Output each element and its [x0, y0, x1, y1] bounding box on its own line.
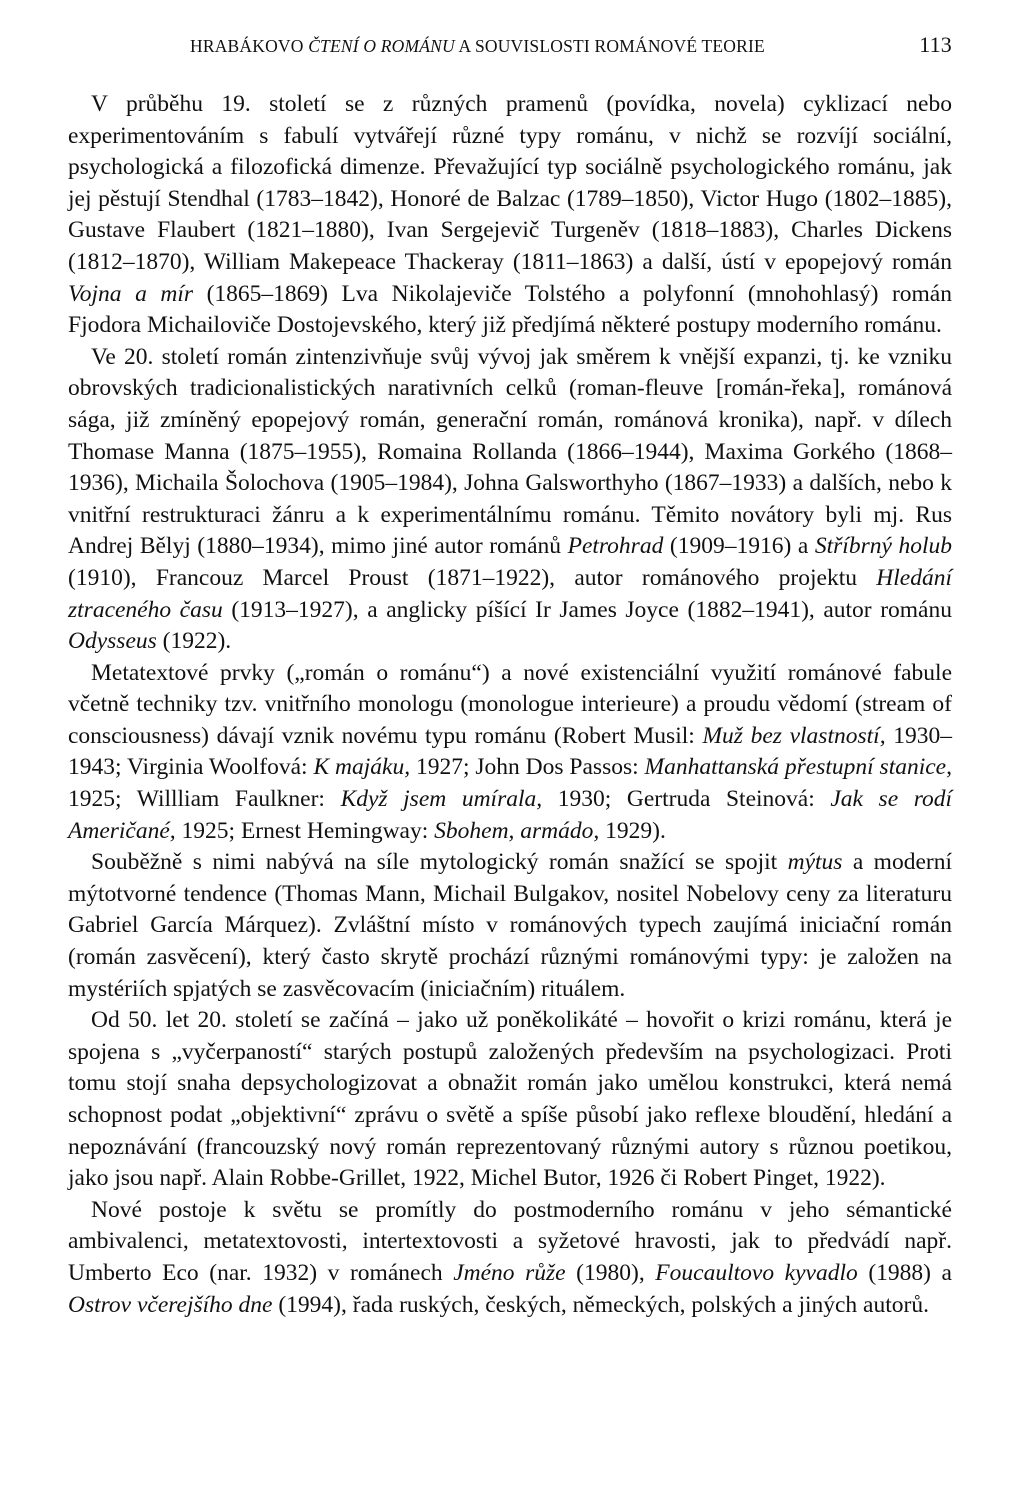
text-run: (1910), Francouz Marcel Proust (1871–1922), autor románového projektu — [68, 564, 877, 591]
text-run: Souběžně s nimi nabývá na síle mytologický román snažící se spojit — [91, 849, 788, 876]
text-run: 1925; Willliam Faulkner: — [68, 786, 341, 813]
text-run: 1927; John Dos Passos: — [410, 754, 645, 781]
italic-title-run: mýtus — [787, 849, 843, 876]
italic-title-run: Stříbrný holub — [814, 533, 953, 560]
text-run: 1930–1943; Virginia Woolfová: — [68, 722, 953, 781]
running-title — [68, 36, 765, 57]
text-run: a moderní mýtotvorné tendence (Thomas Mann, Michail Bulgakov, nositel Nobelovy ceny za literaturu Gabriel García Márquez). Zvláštní místo v románových typech zaujímá iniciační román (román zasvěcení), který často skrytě prochází různými románovými typy: je založen na mystériích spjatých se zasvěcovacím (iniciačním) rituálem. — [68, 849, 952, 1002]
paragraph — [68, 342, 952, 658]
italic-title-run: Petrohrad — [567, 533, 664, 560]
italic-title-run: K majáku, — [313, 754, 411, 781]
italic-title-run: Hledání ztraceného času — [68, 564, 952, 623]
text-run: (1988) a — [857, 1259, 952, 1286]
paragraph — [68, 1005, 952, 1195]
italic-title-run: Manhattanská přestupní stanice, — [644, 754, 952, 781]
text-run: (1994), řada ruských, českých, německých, polských a jiných autorů. — [272, 1291, 929, 1318]
text-run: Ve 20. století román zintenzivňuje svůj vývoj jak směrem k vnější expanzi, tj. ke vzniku obrovských tradicionalistických narativních celků (roman-fleuve [román-řeka], románová sága, již zmíněný epopejový román, generační román, románová kronika), např. v dílech Thomase Manna (1875–1955), Romaina Rollanda (1866–1944), Maxima Gorkého (1868–1936), Michaila Šolochova (1905–1984), Johna Galsworthyho (1867–1933) a dalších, nebo k vnitřní restrukturaci žánru a k experimentálnímu románu. Těmito novátory byli mj. Rus Andrej Bělyj (1880–1934), mimo jiné autor románů — [68, 343, 952, 560]
text-run: 1929). — [599, 817, 666, 844]
italic-title-run: Vojna a mír — [68, 280, 194, 307]
book-page — [68, 32, 952, 1321]
text-run: (1865–1869) Lva Nikolajeviče Tolstého a polyfonní (mnohohlasý) román Fjodora Michailoviče Dostojevského, který již předjímá některé postupy moderního románu. — [68, 280, 952, 339]
text-run: 1925; Ernest Hemingway: — [175, 817, 435, 844]
paragraph — [68, 89, 952, 342]
body-text — [68, 89, 952, 1321]
italic-title-run: Když jsem umírala, — [340, 786, 543, 813]
text-run: Od 50. let 20. století se začíná – jako už poněkolikáté – hovořit o krizi románu, která je spojena s „vyčerpaností“ starých postupů založených především na psychologizaci. Proti tomu stojí snaha depsychologizovat a obnažit román jako umělou konstrukci, která nemá schopnost podat „objektivní“ zprávu o světě a spíše působí jako reflexe bloudění, hledání a nepoznávání (francouzský nový román reprezentovaný různými autory s různou poetikou, jako jsou např. Alain Robbe-Grillet, 1922, Michel Butor, 1926 či Robert Pinget, 1922). — [68, 1007, 952, 1192]
italic-title-run: Sbohem, armádo, — [434, 817, 600, 844]
italic-title-run: Jak se rodí Američané, — [68, 786, 953, 844]
italic-title-run: Jméno růže — [453, 1259, 566, 1286]
paragraph — [68, 658, 952, 848]
running-title-suffix: A SOUVISLOSTI ROMÁNOVÉ TEORIE — [454, 36, 765, 56]
page-number: 113 — [919, 32, 952, 57]
text-run: V průběhu 19. století se z různých pramenů (povídka, novela) cyklizací nebo experimentováním s fabulí vytvářejí různé typy románu, v nichž se rozvíjí sociální, psychologická a filozofická dimenze. Převažující typ sociálně psychologického románu, jak jej pěstují Stendhal (1783–1842), Honoré de Balzac (1789–1850), Victor Hugo (1802–1885), Gustave Flaubert (1821–1880), Ivan Sergejevič Turgeněv (1818–1883), Charles Dickens (1812–1870), William Makepeace Thackeray (1811–1863) a další, ústí v epopejový román — [68, 91, 952, 275]
text-run: 1930; Gertruda Steinová: — [542, 786, 831, 813]
running-title-prefix: HRABÁKOVO — [190, 36, 309, 56]
paragraph — [68, 847, 952, 1005]
italic-title-run: Foucaultovo kyvadlo — [655, 1259, 858, 1286]
italic-title-run: Ostrov včerejšího dne — [68, 1291, 273, 1318]
text-run: (1922). — [156, 628, 232, 655]
italic-title-run: Odysseus — [68, 628, 157, 655]
italic-title-run: Muž bez vlastností, — [702, 722, 886, 749]
running-header — [68, 32, 952, 58]
paragraph — [68, 1195, 952, 1321]
text-run: (1980), — [565, 1259, 656, 1286]
running-title-italic: ČTENÍ O ROMÁNU — [308, 36, 455, 56]
text-run: (1913–1927), a anglicky píšící Ir James Joyce (1882–1941), autor románu — [222, 596, 952, 623]
text-run: Metatextové prvky („román o románu“) a nové existenciální využití románové fabule včetně techniky tzv. vnitřního monologu (monologue interieure) a proudu vědomí (stream of consciousness) dávají vznik novému typu románu (Robert Musil: — [68, 659, 952, 749]
text-run: Nové postoje k světu se promítly do postmoderního románu v jeho sémantické ambivalenci, metatextovosti, intertextovosti a syžetové hravosti, jak to předvádí např. Umberto Eco (nar. 1932) v románech — [68, 1196, 952, 1286]
text-run: (1909–1916) a — [663, 533, 815, 560]
